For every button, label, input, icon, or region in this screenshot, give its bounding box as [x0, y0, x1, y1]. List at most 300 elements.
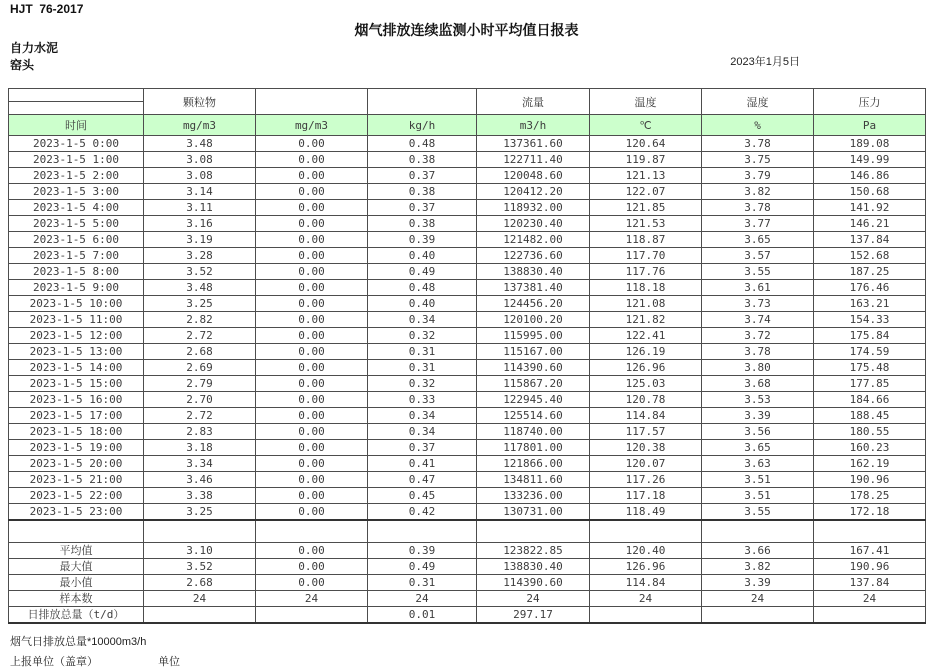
value-cell: 134811.60 — [477, 472, 590, 488]
time-cell: 2023-1-5 20:00 — [9, 456, 144, 472]
value-cell: 3.78 — [702, 136, 814, 152]
value-cell: 3.18 — [144, 440, 256, 456]
empty-cell — [702, 520, 814, 543]
hourly-data-row — [9, 408, 926, 424]
value-cell: 3.80 — [702, 360, 814, 376]
value-cell: 2.79 — [144, 376, 256, 392]
value-cell: 187.25 — [814, 264, 926, 280]
value-cell: 0.45 — [368, 488, 477, 504]
value-cell: 2.70 — [144, 392, 256, 408]
value-cell: 188.45 — [814, 408, 926, 424]
summary-value-cell: 3.52 — [144, 559, 256, 575]
value-cell: 0.32 — [368, 328, 477, 344]
time-cell: 2023-1-5 4:00 — [9, 200, 144, 216]
value-cell: 117.18 — [590, 488, 702, 504]
empty-cell — [368, 520, 477, 543]
value-cell: 3.08 — [144, 152, 256, 168]
value-cell: 175.48 — [814, 360, 926, 376]
value-cell: 152.68 — [814, 248, 926, 264]
value-cell: 0.00 — [256, 472, 368, 488]
summary-value-cell: 0.39 — [368, 543, 477, 559]
empty-cell — [256, 520, 368, 543]
hourly-data-row — [9, 280, 926, 296]
value-cell: 162.19 — [814, 456, 926, 472]
time-header-top-subcell — [9, 89, 143, 102]
summary-row — [9, 607, 926, 624]
time-cell: 2023-1-5 14:00 — [9, 360, 144, 376]
hourly-data-row — [9, 456, 926, 472]
summary-label-cell: 最大值 — [9, 559, 144, 575]
summary-value-cell: 0.00 — [256, 559, 368, 575]
value-cell: 126.19 — [590, 344, 702, 360]
value-cell: 3.08 — [144, 168, 256, 184]
empty-cell — [144, 520, 256, 543]
value-cell: 0.00 — [256, 360, 368, 376]
value-cell: 117.57 — [590, 424, 702, 440]
hourly-data-row — [9, 312, 926, 328]
time-cell: 2023-1-5 7:00 — [9, 248, 144, 264]
summary-value-cell: 0.31 — [368, 575, 477, 591]
time-cell: 2023-1-5 2:00 — [9, 168, 144, 184]
value-cell: 120.07 — [590, 456, 702, 472]
summary-value-cell: 297.17 — [477, 607, 590, 624]
value-cell: 3.48 — [144, 280, 256, 296]
summary-label-cell: 样本数 — [9, 591, 144, 607]
value-cell: 0.31 — [368, 360, 477, 376]
value-cell: 137381.40 — [477, 280, 590, 296]
summary-value-cell — [144, 607, 256, 624]
value-cell: 122736.60 — [477, 248, 590, 264]
value-cell: 3.65 — [702, 440, 814, 456]
value-cell: 122.07 — [590, 184, 702, 200]
value-cell: 0.34 — [368, 424, 477, 440]
time-cell: 2023-1-5 19:00 — [9, 440, 144, 456]
value-cell: 3.63 — [702, 456, 814, 472]
value-cell: 3.25 — [144, 296, 256, 312]
summary-value-cell: 123822.85 — [477, 543, 590, 559]
value-cell: 120.38 — [590, 440, 702, 456]
summary-value-cell: 3.39 — [702, 575, 814, 591]
value-cell: 3.55 — [702, 264, 814, 280]
summary-value-cell — [814, 607, 926, 624]
value-cell: 122.41 — [590, 328, 702, 344]
value-cell: 0.00 — [256, 264, 368, 280]
hourly-data-row — [9, 392, 926, 408]
empty-cell — [9, 520, 144, 543]
value-cell: 3.16 — [144, 216, 256, 232]
value-cell: 0.38 — [368, 184, 477, 200]
value-cell: 0.00 — [256, 456, 368, 472]
time-cell: 2023-1-5 5:00 — [9, 216, 144, 232]
value-cell: 122945.40 — [477, 392, 590, 408]
value-cell: 180.55 — [814, 424, 926, 440]
value-cell: 0.00 — [256, 168, 368, 184]
value-cell: 3.28 — [144, 248, 256, 264]
value-cell: 189.08 — [814, 136, 926, 152]
value-cell: 0.00 — [256, 296, 368, 312]
summary-value-cell: 0.00 — [256, 543, 368, 559]
value-cell: 0.49 — [368, 264, 477, 280]
value-cell: 0.31 — [368, 344, 477, 360]
value-cell: 184.66 — [814, 392, 926, 408]
value-cell: 0.34 — [368, 312, 477, 328]
summary-value-cell: 24 — [256, 591, 368, 607]
time-cell: 2023-1-5 16:00 — [9, 392, 144, 408]
value-cell: 0.40 — [368, 296, 477, 312]
value-cell: 0.00 — [256, 328, 368, 344]
hourly-data-row — [9, 440, 926, 456]
value-cell: 121482.00 — [477, 232, 590, 248]
summary-value-cell: 3.66 — [702, 543, 814, 559]
value-cell: 3.68 — [702, 376, 814, 392]
value-cell: 141.92 — [814, 200, 926, 216]
value-cell: 0.00 — [256, 248, 368, 264]
value-cell: 3.61 — [702, 280, 814, 296]
value-cell: 0.00 — [256, 184, 368, 200]
hourly-data-row — [9, 360, 926, 376]
value-cell: 121.85 — [590, 200, 702, 216]
hourly-data-row — [9, 472, 926, 488]
value-cell: 3.56 — [702, 424, 814, 440]
value-cell: 150.68 — [814, 184, 926, 200]
time-cell: 2023-1-5 21:00 — [9, 472, 144, 488]
value-cell: 3.51 — [702, 472, 814, 488]
value-cell: 0.00 — [256, 376, 368, 392]
spacer-row — [9, 520, 926, 543]
value-cell: 3.55 — [702, 504, 814, 521]
time-cell: 2023-1-5 10:00 — [9, 296, 144, 312]
empty-cell — [590, 520, 702, 543]
value-cell: 114390.60 — [477, 360, 590, 376]
time-cell: 2023-1-5 13:00 — [9, 344, 144, 360]
empty-cell — [814, 520, 926, 543]
value-cell: 0.00 — [256, 200, 368, 216]
value-cell: 0.00 — [256, 232, 368, 248]
value-cell: 0.00 — [256, 440, 368, 456]
value-cell: 3.74 — [702, 312, 814, 328]
value-cell: 0.38 — [368, 216, 477, 232]
value-cell: 190.96 — [814, 472, 926, 488]
value-cell: 120048.60 — [477, 168, 590, 184]
unit-percent: % — [702, 115, 814, 136]
summary-label-cell: 平均值 — [9, 543, 144, 559]
summary-value-cell: 138830.40 — [477, 559, 590, 575]
value-cell: 3.79 — [702, 168, 814, 184]
value-cell: 0.00 — [256, 408, 368, 424]
report-footer — [10, 633, 933, 669]
value-cell: 126.96 — [590, 360, 702, 376]
value-cell: 0.00 — [256, 280, 368, 296]
value-cell: 0.38 — [368, 152, 477, 168]
unit-m3-h: m3/h — [477, 115, 590, 136]
value-cell: 115867.20 — [477, 376, 590, 392]
value-cell: 0.33 — [368, 392, 477, 408]
hourly-data-row — [9, 344, 926, 360]
unit-kg-h: kg/h — [368, 115, 477, 136]
value-cell: 117801.00 — [477, 440, 590, 456]
value-cell: 3.72 — [702, 328, 814, 344]
summary-value-cell: 0.49 — [368, 559, 477, 575]
standard-code: HJT 76-2017 — [10, 2, 84, 16]
value-cell: 124456.20 — [477, 296, 590, 312]
value-cell: 118.49 — [590, 504, 702, 521]
value-cell: 3.39 — [702, 408, 814, 424]
value-cell: 3.19 — [144, 232, 256, 248]
value-cell: 2.69 — [144, 360, 256, 376]
value-cell: 0.00 — [256, 344, 368, 360]
value-cell: 0.34 — [368, 408, 477, 424]
value-cell: 0.00 — [256, 136, 368, 152]
hourly-data-row — [9, 248, 926, 264]
summary-value-cell: 24 — [590, 591, 702, 607]
time-cell: 2023-1-5 8:00 — [9, 264, 144, 280]
value-cell: 125.03 — [590, 376, 702, 392]
value-cell: 175.84 — [814, 328, 926, 344]
summary-value-cell: 3.82 — [702, 559, 814, 575]
value-cell: 3.34 — [144, 456, 256, 472]
value-cell: 0.00 — [256, 392, 368, 408]
time-cell: 2023-1-5 17:00 — [9, 408, 144, 424]
value-cell: 121.82 — [590, 312, 702, 328]
summary-value-cell: 24 — [814, 591, 926, 607]
value-cell: 137.84 — [814, 232, 926, 248]
summary-label-cell: 最小值 — [9, 575, 144, 591]
value-cell: 0.42 — [368, 504, 477, 521]
summary-value-cell: 24 — [477, 591, 590, 607]
value-cell: 117.26 — [590, 472, 702, 488]
value-cell: 2.83 — [144, 424, 256, 440]
value-cell: 3.75 — [702, 152, 814, 168]
hourly-data-row — [9, 488, 926, 504]
value-cell: 0.32 — [368, 376, 477, 392]
value-cell: 3.65 — [702, 232, 814, 248]
hourly-data-row — [9, 152, 926, 168]
report-table — [8, 88, 926, 624]
value-cell: 178.25 — [814, 488, 926, 504]
time-cell: 2023-1-5 9:00 — [9, 280, 144, 296]
value-cell: 120.64 — [590, 136, 702, 152]
summary-value-cell: 114.84 — [590, 575, 702, 591]
hourly-data-row — [9, 136, 926, 152]
summary-value-cell — [702, 607, 814, 624]
value-cell: 146.21 — [814, 216, 926, 232]
col-header-particulate: 颗粒物 — [144, 89, 256, 115]
value-cell: 0.40 — [368, 248, 477, 264]
reporting-unit-label: 上报单位（盖章） — [10, 656, 98, 668]
col-header-blank-1 — [256, 89, 368, 115]
summary-value-cell — [256, 607, 368, 624]
value-cell: 0.00 — [256, 504, 368, 521]
page-title: 烟气排放连续监测小时平均值日报表 — [354, 22, 579, 38]
col-header-pressure: 压力 — [814, 89, 926, 115]
value-cell: 0.37 — [368, 440, 477, 456]
unit-pa: Pa — [814, 115, 926, 136]
value-cell: 2.68 — [144, 344, 256, 360]
value-cell: 117.70 — [590, 248, 702, 264]
value-cell: 118.18 — [590, 280, 702, 296]
time-cell: 2023-1-5 12:00 — [9, 328, 144, 344]
time-cell: 2023-1-5 23:00 — [9, 504, 144, 521]
summary-value-cell: 2.68 — [144, 575, 256, 591]
value-cell: 118740.00 — [477, 424, 590, 440]
hourly-data-row — [9, 328, 926, 344]
hourly-data-row — [9, 216, 926, 232]
value-cell: 118.87 — [590, 232, 702, 248]
value-cell: 118932.00 — [477, 200, 590, 216]
col-header-temperature: 温度 — [590, 89, 702, 115]
value-cell: 3.78 — [702, 344, 814, 360]
value-cell: 3.38 — [144, 488, 256, 504]
value-cell: 3.25 — [144, 504, 256, 521]
value-cell: 3.53 — [702, 392, 814, 408]
value-cell: 0.37 — [368, 200, 477, 216]
summary-value-cell: 120.40 — [590, 543, 702, 559]
hourly-data-row — [9, 504, 926, 521]
summary-value-cell: 167.41 — [814, 543, 926, 559]
hourly-data-row — [9, 200, 926, 216]
company-name: 自力水泥 — [10, 41, 59, 55]
hourly-data-row — [9, 376, 926, 392]
summary-row — [9, 559, 926, 575]
time-cell: 2023-1-5 3:00 — [9, 184, 144, 200]
value-cell: 176.46 — [814, 280, 926, 296]
value-cell: 133236.00 — [477, 488, 590, 504]
value-cell: 117.76 — [590, 264, 702, 280]
value-cell: 0.37 — [368, 168, 477, 184]
value-cell: 154.33 — [814, 312, 926, 328]
value-cell: 138830.40 — [477, 264, 590, 280]
time-cell: 2023-1-5 15:00 — [9, 376, 144, 392]
value-cell: 3.52 — [144, 264, 256, 280]
value-cell: 0.39 — [368, 232, 477, 248]
hourly-data-row — [9, 168, 926, 184]
value-cell: 121866.00 — [477, 456, 590, 472]
summary-value-cell: 0.00 — [256, 575, 368, 591]
hourly-data-row — [9, 184, 926, 200]
unit-mg-m3-1: mg/m3 — [144, 115, 256, 136]
value-cell: 122711.40 — [477, 152, 590, 168]
summary-value-cell: 190.96 — [814, 559, 926, 575]
value-cell: 0.41 — [368, 456, 477, 472]
value-cell: 149.99 — [814, 152, 926, 168]
value-cell: 115995.00 — [477, 328, 590, 344]
time-cell: 2023-1-5 1:00 — [9, 152, 144, 168]
value-cell: 0.00 — [256, 152, 368, 168]
value-cell: 0.00 — [256, 312, 368, 328]
col-header-flow: 流量 — [477, 89, 590, 115]
value-cell: 2.72 — [144, 408, 256, 424]
value-cell: 114.84 — [590, 408, 702, 424]
value-cell: 0.48 — [368, 280, 477, 296]
time-cell: 2023-1-5 18:00 — [9, 424, 144, 440]
time-cell: 2023-1-5 22:00 — [9, 488, 144, 504]
value-cell: 120.78 — [590, 392, 702, 408]
value-cell: 120230.40 — [477, 216, 590, 232]
station-name: 窑头 — [10, 58, 35, 72]
empty-cell — [477, 520, 590, 543]
value-cell: 121.08 — [590, 296, 702, 312]
total-emission-note: 烟气日排放总量*10000m3/h — [10, 636, 147, 648]
value-cell: 0.00 — [256, 216, 368, 232]
unit-header-row — [9, 115, 926, 136]
value-cell: 119.87 — [590, 152, 702, 168]
col-header-blank-2 — [368, 89, 477, 115]
summary-row — [9, 575, 926, 591]
value-cell: 3.46 — [144, 472, 256, 488]
value-cell: 163.21 — [814, 296, 926, 312]
report-header — [0, 0, 933, 88]
hourly-data-row — [9, 264, 926, 280]
value-cell: 137361.60 — [477, 136, 590, 152]
value-cell: 125514.60 — [477, 408, 590, 424]
pollutant-name-row — [9, 89, 926, 115]
hourly-data-row — [9, 232, 926, 248]
value-cell: 177.85 — [814, 376, 926, 392]
time-cell: 2023-1-5 11:00 — [9, 312, 144, 328]
summary-value-cell: 24 — [144, 591, 256, 607]
value-cell: 121.13 — [590, 168, 702, 184]
value-cell: 160.23 — [814, 440, 926, 456]
time-cell: 2023-1-5 0:00 — [9, 136, 144, 152]
summary-value-cell: 0.01 — [368, 607, 477, 624]
hourly-data-row — [9, 296, 926, 312]
value-cell: 0.48 — [368, 136, 477, 152]
unit-celsius: ℃ — [590, 115, 702, 136]
value-cell: 3.14 — [144, 184, 256, 200]
value-cell: 120100.20 — [477, 312, 590, 328]
value-cell: 120412.20 — [477, 184, 590, 200]
time-column-header: 时间 — [9, 115, 144, 136]
value-cell: 0.00 — [256, 488, 368, 504]
summary-row — [9, 543, 926, 559]
report-date: 2023年1月5日 — [730, 56, 800, 68]
summary-value-cell: 114390.60 — [477, 575, 590, 591]
value-cell: 172.18 — [814, 504, 926, 521]
summary-value-cell: 24 — [702, 591, 814, 607]
value-cell: 0.00 — [256, 424, 368, 440]
unit-mg-m3-2: mg/m3 — [256, 115, 368, 136]
value-cell: 3.51 — [702, 488, 814, 504]
value-cell: 0.47 — [368, 472, 477, 488]
col-header-humidity: 湿度 — [702, 89, 814, 115]
value-cell: 3.82 — [702, 184, 814, 200]
summary-value-cell — [590, 607, 702, 624]
time-cell: 2023-1-5 6:00 — [9, 232, 144, 248]
summary-label-cell: 日排放总量（t/d） — [9, 607, 144, 624]
unit-label: 单位 — [158, 656, 181, 668]
value-cell: 115167.00 — [477, 344, 590, 360]
value-cell: 3.77 — [702, 216, 814, 232]
summary-value-cell: 24 — [368, 591, 477, 607]
hourly-data-row — [9, 424, 926, 440]
value-cell: 121.53 — [590, 216, 702, 232]
value-cell: 174.59 — [814, 344, 926, 360]
summary-value-cell: 126.96 — [590, 559, 702, 575]
summary-value-cell: 137.84 — [814, 575, 926, 591]
value-cell: 3.57 — [702, 248, 814, 264]
time-header-split-cell — [9, 89, 144, 115]
value-cell: 3.78 — [702, 200, 814, 216]
value-cell: 3.48 — [144, 136, 256, 152]
summary-value-cell: 3.10 — [144, 543, 256, 559]
value-cell: 146.86 — [814, 168, 926, 184]
value-cell: 3.11 — [144, 200, 256, 216]
summary-row — [9, 591, 926, 607]
time-header-bottom-subcell — [9, 102, 143, 114]
value-cell: 2.72 — [144, 328, 256, 344]
value-cell: 2.82 — [144, 312, 256, 328]
value-cell: 3.73 — [702, 296, 814, 312]
